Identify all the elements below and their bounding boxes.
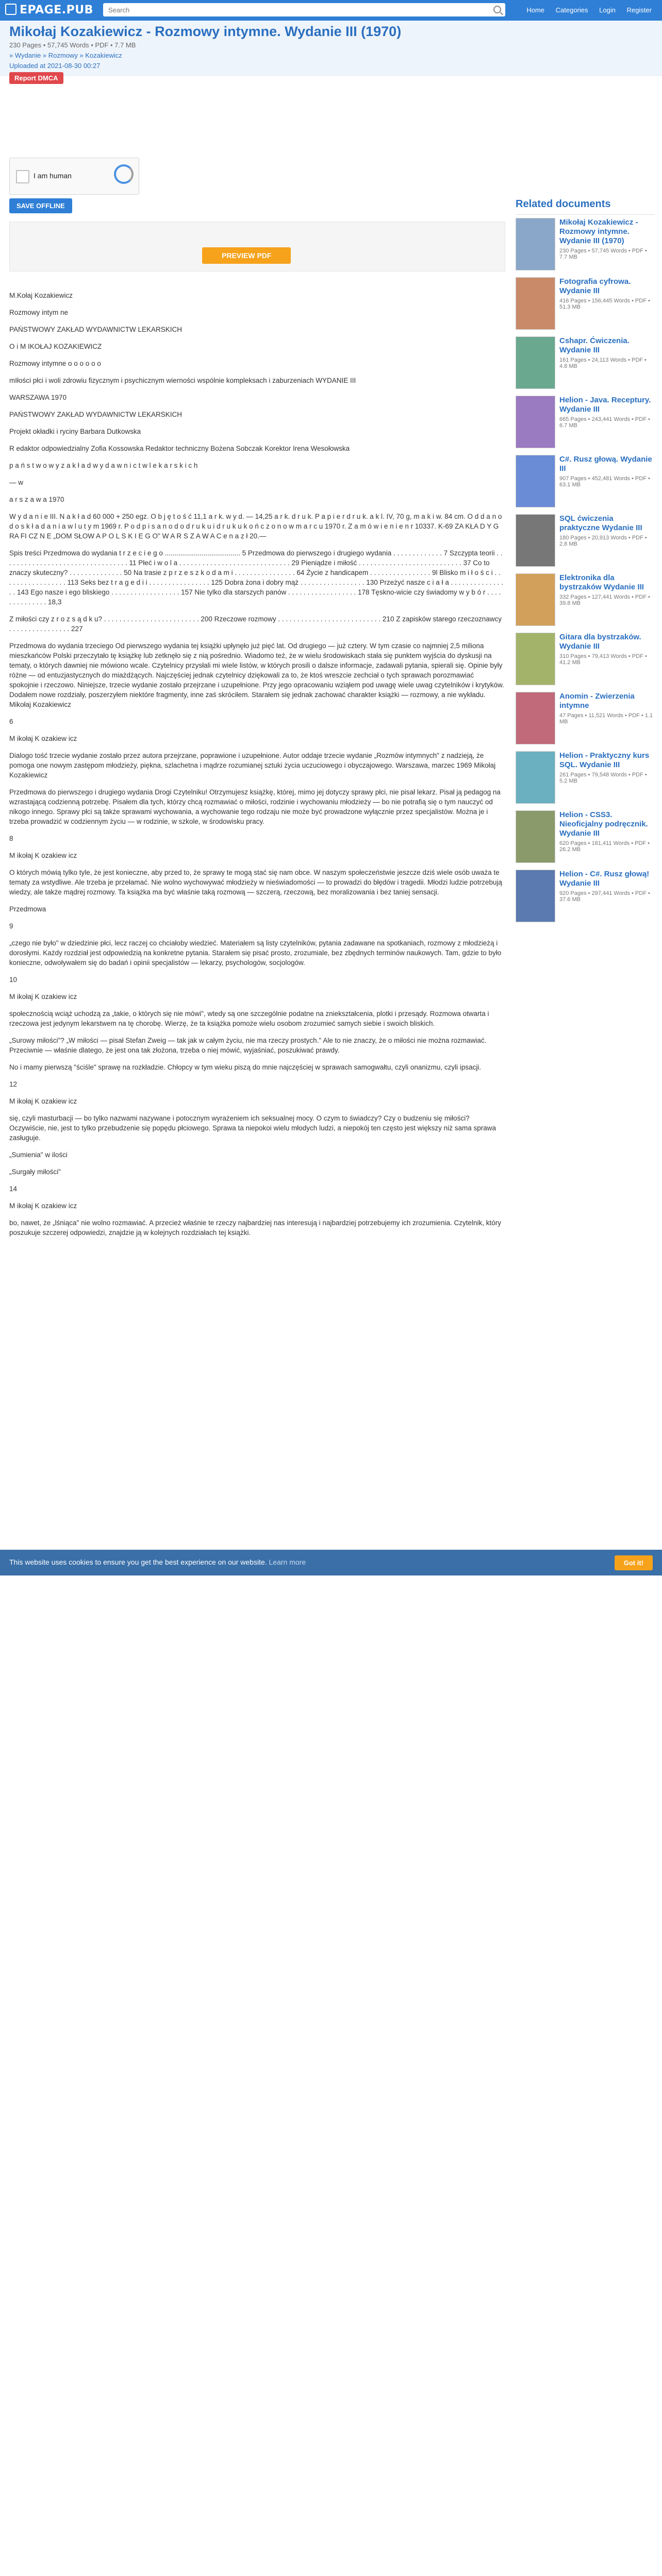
related-document-item[interactable] <box>516 393 655 452</box>
cookie-text: This website uses cookies to ensure you get the best experience on our website. Learn more <box>9 1558 306 1566</box>
related-document-meta: 47 Pages • 11,521 Words • PDF • 1.1 MB <box>559 713 653 725</box>
document-paragraph: Z miłości czy z r o z s ą d k u? . . . . . . . . . . . . . . . . . . . . . . . . . 200 Rzeczowe rozmowy . . . . . . . . . . . . . . . . . . . . . . . . . . . 210 Z zapisków starego rzeczoznawcy . . . . . . . . . . . . . . . . 227 <box>9 615 504 633</box>
related-document-title[interactable]: Cshapr. Ćwiczenia. Wydanie III <box>559 336 630 354</box>
document-paragraph: M ikołaj K ozakiew icz <box>9 1097 77 1105</box>
document-paragraph: bo, nawet, że „lśniąca" nie wolno rozmawiać. A przecież właśnie te rzeczy najbardziej nas interesują i najbardziej potrzebujemy ich zrozumienia. Czytelnik, który poszukuje szczerej odpowiedzi, znajdzie ją w kolejnych rozdziałach tej książki. <box>9 1219 503 1236</box>
related-document-meta: 620 Pages • 181,411 Words • PDF • 26.2 MB <box>559 840 650 853</box>
related-document-item[interactable] <box>516 333 655 393</box>
related-document-meta: 230 Pages • 57,745 Words • PDF • 7.7 MB <box>559 248 647 260</box>
document-thumbnail[interactable] <box>516 633 555 685</box>
related-document-item[interactable] <box>516 867 655 926</box>
related-document-meta: 920 Pages • 297,441 Words • PDF • 37.6 MB <box>559 890 650 903</box>
document-thumbnail[interactable] <box>516 396 555 448</box>
document-paragraph: Przedmowa <box>9 905 46 913</box>
learn-more-link[interactable]: Learn more <box>269 1558 306 1566</box>
document-paragraph: O których mówią tylko tyle, że jest konieczne, aby przed to, że sprawy te mogą stać się nam obce. W naszym społeczeństwie jeszcze dziś wiele osób uważa te tematy za wstydliwe. Ale trzeba je przełamać. Nie wolno wychowywać młodzieży w nieświadomości — to prowadzi do błędów i tragedii. Młodzi ludzie potrzebują wiedzy, ale także mądrej rozmowy. Ta książka ma być właśnie taką rozmową — szczerą, rzeczową, bez moralizowania i bez taniej sensacji. <box>9 869 504 896</box>
related-document-title[interactable]: C#. Rusz głową. Wydanie III <box>559 455 652 473</box>
search-box <box>103 3 505 16</box>
related-document-item[interactable] <box>516 807 655 867</box>
related-documents-sidebar <box>516 198 655 926</box>
related-document-meta: 310 Pages • 79,413 Words • PDF • 41.2 MB <box>559 653 647 666</box>
document-thumbnail[interactable] <box>516 218 555 270</box>
document-paragraph: PAŃSTWOWY ZAKŁAD WYDAWNICTW LEKARSKICH <box>9 326 183 333</box>
related-document-title[interactable]: SQL ćwiczenia praktyczne Wydanie III <box>559 514 642 532</box>
nav-link-login[interactable]: Login <box>599 6 616 14</box>
save-offline-button[interactable]: SAVE OFFLINE <box>9 198 72 213</box>
document-paragraph: PAŃSTWOWY ZAKŁAD WYDAWNICTW LEKARSKICH <box>9 411 183 418</box>
related-document-title[interactable]: Elektronika dla bystrzaków Wydanie III <box>559 573 644 591</box>
document-thumbnail[interactable] <box>516 514 555 567</box>
document-meta: 230 Pages • 57,745 Words • PDF • 7.7 MB <box>9 41 136 49</box>
related-document-title[interactable]: Helion - Praktyczny kurs SQL. Wydanie III <box>559 751 650 769</box>
document-thumbnail[interactable] <box>516 692 555 744</box>
document-paragraph: 8 <box>9 835 13 842</box>
document-paragraph: „Surowy miłości"? „W miłości — pisał Stefan Zweig — tak jak w całym życiu, nie ma rzeczy prostych." Ale to nie znaczy, że o miłości nie można rozmawiać. Przeciwnie — właśnie dlatego, że jest ona tak złożona, trzeba o niej mówić, wyjaśniać, poszukiwać prawdy. <box>9 1037 489 1054</box>
related-document-item[interactable] <box>516 570 655 630</box>
captcha-widget <box>9 158 139 195</box>
document-paragraph: WARSZAWA 1970 <box>9 394 67 401</box>
search-icon[interactable] <box>493 6 501 13</box>
report-dmca-button[interactable]: Report DMCA <box>9 72 63 84</box>
document-text <box>9 291 504 1245</box>
document-thumbnail[interactable] <box>516 573 555 626</box>
related-document-item[interactable] <box>516 630 655 689</box>
document-paragraph: Projekt okładki i ryciny Barbara Dutkowska <box>9 428 141 435</box>
ad-banner <box>9 222 505 272</box>
document-paragraph: 12 <box>9 1080 18 1088</box>
nav-link-register[interactable]: Register <box>626 6 652 14</box>
upload-date: Uploaded at 2021-08-30 00:27 <box>9 62 101 70</box>
document-thumbnail[interactable] <box>516 870 555 922</box>
document-paragraph: M ikołaj K ozakiew icz <box>9 852 77 859</box>
document-paragraph: O i M IKOŁAJ KOZAKIEWICZ <box>9 343 102 350</box>
document-thumbnail[interactable] <box>516 336 555 389</box>
preview-pdf-button[interactable]: PREVIEW PDF <box>202 247 291 264</box>
document-paragraph: Spis treści Przedmowa do wydania t r z e c i e g o ....................................... 5 Przedmowa do pierwszego i drugiego wydania . . . . . . . . . . . . . 7 Szczypta teorii . . . . . . . . . . . . . . . . . . . . . . . . . . . . . . . . . 11 Płeć i w o l a . . . . . . . . . . . . . . . . . . . . . . . . . . . . . 29 Pieniądze i miłość . . . . . . . . . . . . . . . . . . . . . . . . . . . 37 Co to znaczy skuteczny? . . . . . . . . . . . . . . 50 Na trasie z p r z e s z k o d a m i . . . . . . . . . . . . . . . . 64 Życie z handicapem . . . . . . . . . . . . . . . . 9l Blisko m i ł o ś c i . . . . . . . . . . . . . . . . . 113 Seks bez t r a g e d i i . . . . . . . . . . . . . . . . 125 Dobra żona i dobry mąż . . . . . . . . . . . . . . . . . 130 Przeżyć nasze c i a ł a . . . . . . . . . . . . . . . . 143 Ego nasze i ego bliskiego . . . . . . . . . . . . . . . . . . 157 Nie tylko dla starszych panów . . . . . . . . . . . . . . . . . . 178 Tęskno-wicie czy świadomy w y b ó r . . . . . . . . . . . . . . 18,3 <box>9 549 505 606</box>
document-paragraph: „czego nie było" w dziedzinie płci, lecz raczej co chciałoby wiedzieć. Materiałem są listy czytelników, pytania zadawane na spotkaniach, rozmowy z młodzieżą i dorosłymi. Każdy rozdział jest odpowiedzią na konkretne pytania. Starałem się pisać prosto, zrozumiale, bez zbędnych terminów naukowych. Tam, gdzie to było konieczne, odwoływałem się do badań i opinii specjalistów — lekarzy, psychologów, socjologów. <box>9 939 503 967</box>
document-paragraph: Rozmowy intym ne <box>9 309 69 316</box>
document-paragraph: M ikołaj K ozakiew icz <box>9 735 77 742</box>
document-paragraph: p a ń s t w o w y z a k ł a d w y d a w n i c t w l e k a r s k i c h <box>9 462 198 469</box>
related-document-title[interactable]: Fotografia cyfrowa. Wydanie III <box>559 277 631 295</box>
document-paragraph: 9 <box>9 922 13 930</box>
document-paragraph: mIłości płci i woli zdrowiu fizycznym i psychicznym wierności wspólnie kompleksach i zaburzeniach WYDANIE III <box>9 377 356 384</box>
related-document-meta: 332 Pages • 127,441 Words • PDF • 39.8 MB <box>559 594 650 606</box>
breadcrumb[interactable]: » Wydanie » Rozmowy » Kozakiewicz <box>9 52 122 59</box>
related-documents-list <box>516 215 655 926</box>
related-document-item[interactable] <box>516 215 655 274</box>
related-document-item[interactable] <box>516 274 655 333</box>
document-thumbnail[interactable] <box>516 455 555 507</box>
document-paragraph: społecznością wciąż uchodzą za „takie, o których się nie mówi", wtedy są one szczególnie podatne na zniekształcenia, plotki i przesądy. Rozmowa otwarta i rzeczowa jest jedynym lekarstwem na tę chorobę. Wierzę, że ta książka pomoże wielu osobom zrozumieć samych siebie i swoich bliskich. <box>9 1010 491 1027</box>
related-document-title[interactable]: Anomin - Zwierzenia intymne <box>559 692 635 710</box>
document-paragraph: Przedmowa do pierwszego i drugiego wydania Drogi Czytelniku! Otrzymujesz książkę, której, mimo jej dotyczy sprawy płci, nie pisał lekarz. Pisał ją pedagog na wzrastającą codzienną potrzebę. Pisałem dla tych, którzy chcą rozmawiać o miłości, rodzinie i wychowaniu młodzieży — bo nie potrafią się o tym nauczyć od nikogo innego. Sprawy płci są także sprawami wychowania, a wychowanie tego rodzaju nie może być prowadzone wyłącznie przez specjalistów. Można je i trzeba prowadzić w codziennym życiu — w rodzinie, w szkole, w środowisku pracy. <box>9 788 503 825</box>
site-logo[interactable]: EPAGE.PUB <box>5 4 93 16</box>
document-paragraph: się, czyli masturbacji — bo tylko nazwami nazywane i potocznym wyrażeniem ich seksualnej mocy. O czym to świadczy? Czy o budzeniu się miłości? Oczywiście, nie, jest to tylko przebudzenie się popędu płciowego. Sprawa ta niepokoi wielu młodych ludzi, a niepokój ten często jest większy niż sama sprawa zasługuje. <box>9 1114 498 1142</box>
related-document-item[interactable] <box>516 452 655 511</box>
captcha-label: I am human <box>34 172 72 180</box>
top-links <box>517 6 652 14</box>
document-paragraph: W y d a n i e III. N a k ł a d 60 000 + 250 egz. O b j ę t o ś ć 11,1 a r k. w y d. — 14,25 a r k. d r u k. P a p i e r d r u k. a k l. IV, 70 g, m a k i w. 84 cm. O d d a n o d o s k ł a d a n i a w l u t y m 1969 r. P o d p i s a n o d o d r u k u i d r u k u k o ń c z o n o w m a r c u 1970 r. Z a m ó w i e n i e n r 10337. K-69 ZA KŁA D Y G RA FI CZ N E „DOM SŁOW A P O L S K I E G O" W A R S Z A W A C e n a z ł 20.— <box>9 513 504 540</box>
document-thumbnail[interactable] <box>516 277 555 330</box>
document-paragraph: a r s z a w a 1970 <box>9 496 64 503</box>
document-paragraph: Dialogo tość trzecie wydanie zostało przez autora przejrzane, poprawione i uzupełnione. Autor oddaje trzecie wydanie „Rozmów intymnych" z nadzieją, że pomoga one nowym zastępom młodzieży, piękna, szlachetna i mądrze rozumianej sztuki życia uczuciowego i obyczajowego. Warszawa, marzec 1969 Mikołaj Kozakiewicz <box>9 752 498 779</box>
logo-icon <box>5 4 16 15</box>
search-input[interactable] <box>103 3 485 16</box>
document-paragraph: 14 <box>9 1185 18 1193</box>
document-paragraph: No i mamy pierwszą "ściśle" sprawę na rozkładzie. Chłopcy w tym wieku piszą do mnie najczęściej w sprawach samogwałtu, czyli onanizmu, czyli ipsacji. <box>9 1063 482 1071</box>
nav-link-home[interactable]: Home <box>526 6 545 14</box>
related-document-meta: 907 Pages • 452,481 Words • PDF • 63.1 MB <box>559 476 650 488</box>
related-document-title[interactable]: Gitara dla bystrzaków. Wydanie III <box>559 633 641 651</box>
document-paragraph: R edaktor odpowiedzialny Zofia Kossowska Redaktor techniczny Bożena Sobczak Korektor Irena Wesołowska <box>9 445 350 452</box>
document-thumbnail[interactable] <box>516 751 555 804</box>
document-paragraph: M ikołaj K ozakiew icz <box>9 1202 77 1210</box>
related-document-meta: 161 Pages • 24,113 Words • PDF • 4.8 MB <box>559 357 647 369</box>
related-document-title[interactable]: Helion - CSS3. Nieoficjalny podręcznik. Wydanie III <box>559 810 648 838</box>
document-paragraph: M ikołaj K ozakiew icz <box>9 993 77 1001</box>
nav-link-categories[interactable]: Categories <box>555 6 588 14</box>
document-paragraph: „Sumienia" w ilości <box>9 1151 68 1159</box>
document-paragraph: 6 <box>9 718 13 725</box>
related-document-item[interactable] <box>516 689 655 748</box>
document-paragraph: Rozmowy intymne o o o o o o <box>9 360 101 367</box>
page-title: Mikołaj Kozakiewicz - Rozmowy intymne. Wydanie III (1970) <box>9 24 402 39</box>
related-document-title[interactable]: Helion - C#. Rusz głową! Wydanie III <box>559 870 650 888</box>
related-documents-title: Related documents <box>516 198 655 215</box>
related-document-meta: 416 Pages • 156,445 Words • PDF • 51.3 MB <box>559 298 650 310</box>
recaptcha-icon <box>114 164 134 184</box>
related-document-meta: 665 Pages • 243,441 Words • PDF • 6.7 MB <box>559 416 650 429</box>
related-document-item[interactable] <box>516 511 655 570</box>
related-document-meta: 180 Pages • 20,913 Words • PDF • 2.8 MB <box>559 535 647 547</box>
document-paragraph: M.Kołaj Kozakiewicz <box>9 292 73 299</box>
cookie-accept-button[interactable]: Got it! <box>615 1555 653 1570</box>
document-paragraph: Przedmowa do wydania trzeciego Od pierwszego wydania tej książki upłynęło już pięć lat. Od drugiego — już cztery. W tym czasie co najmniej 2,5 miliona mieszkańców Polski przeczytało tę książkę lub zetknęło się z nią pośrednio. Wiadomo też, że w wielu środowiskach stała się punktem wyjścia do dyskusji na tematy, o których dawniej nie mówiono wcale. Czytelnicy przysłali mi wiele listów, w których prosili o dalsze informacje, zadawali pytania, spierali się. Opinie były różne — od entuzjastycznych do miażdżących. Najczęściej jednak czytelnicy dziękowali za to, że ktoś wreszcie zechciał o tych sprawach porozmawiać spokojnie i rzeczowo. Niniejsze, trzecie wydanie zostało przejrzane i uzupełnione. Przy jego opracowaniu wziąłem pod uwagę wiele uwag czytelników i krytyków. Dodałem nowe rozdziały, poszerzyłem niektóre fragmenty, inne zaś skróciłem. Starałem się jednak zachować charakter książki — rozmowy, a nie wykładu. Mikołaj Kozakiewicz <box>9 642 506 708</box>
related-document-meta: 261 Pages • 79,548 Words • PDF • 5.2 MB <box>559 772 647 784</box>
document-paragraph: — w <box>9 479 23 486</box>
document-paragraph: 10 <box>9 976 18 984</box>
related-document-title[interactable]: Helion - Java. Receptury. Wydanie III <box>559 396 651 414</box>
document-paragraph: „Surgały miłości" <box>9 1168 61 1176</box>
top-navigation-bar <box>0 0 662 21</box>
cookie-banner <box>0 1550 662 1575</box>
related-document-item[interactable] <box>516 748 655 807</box>
document-thumbnail[interactable] <box>516 810 555 863</box>
captcha-checkbox[interactable] <box>16 170 29 183</box>
related-document-title[interactable]: Mikołaj Kozakiewicz - Rozmowy intymne. Wydanie III (1970) <box>559 218 638 245</box>
